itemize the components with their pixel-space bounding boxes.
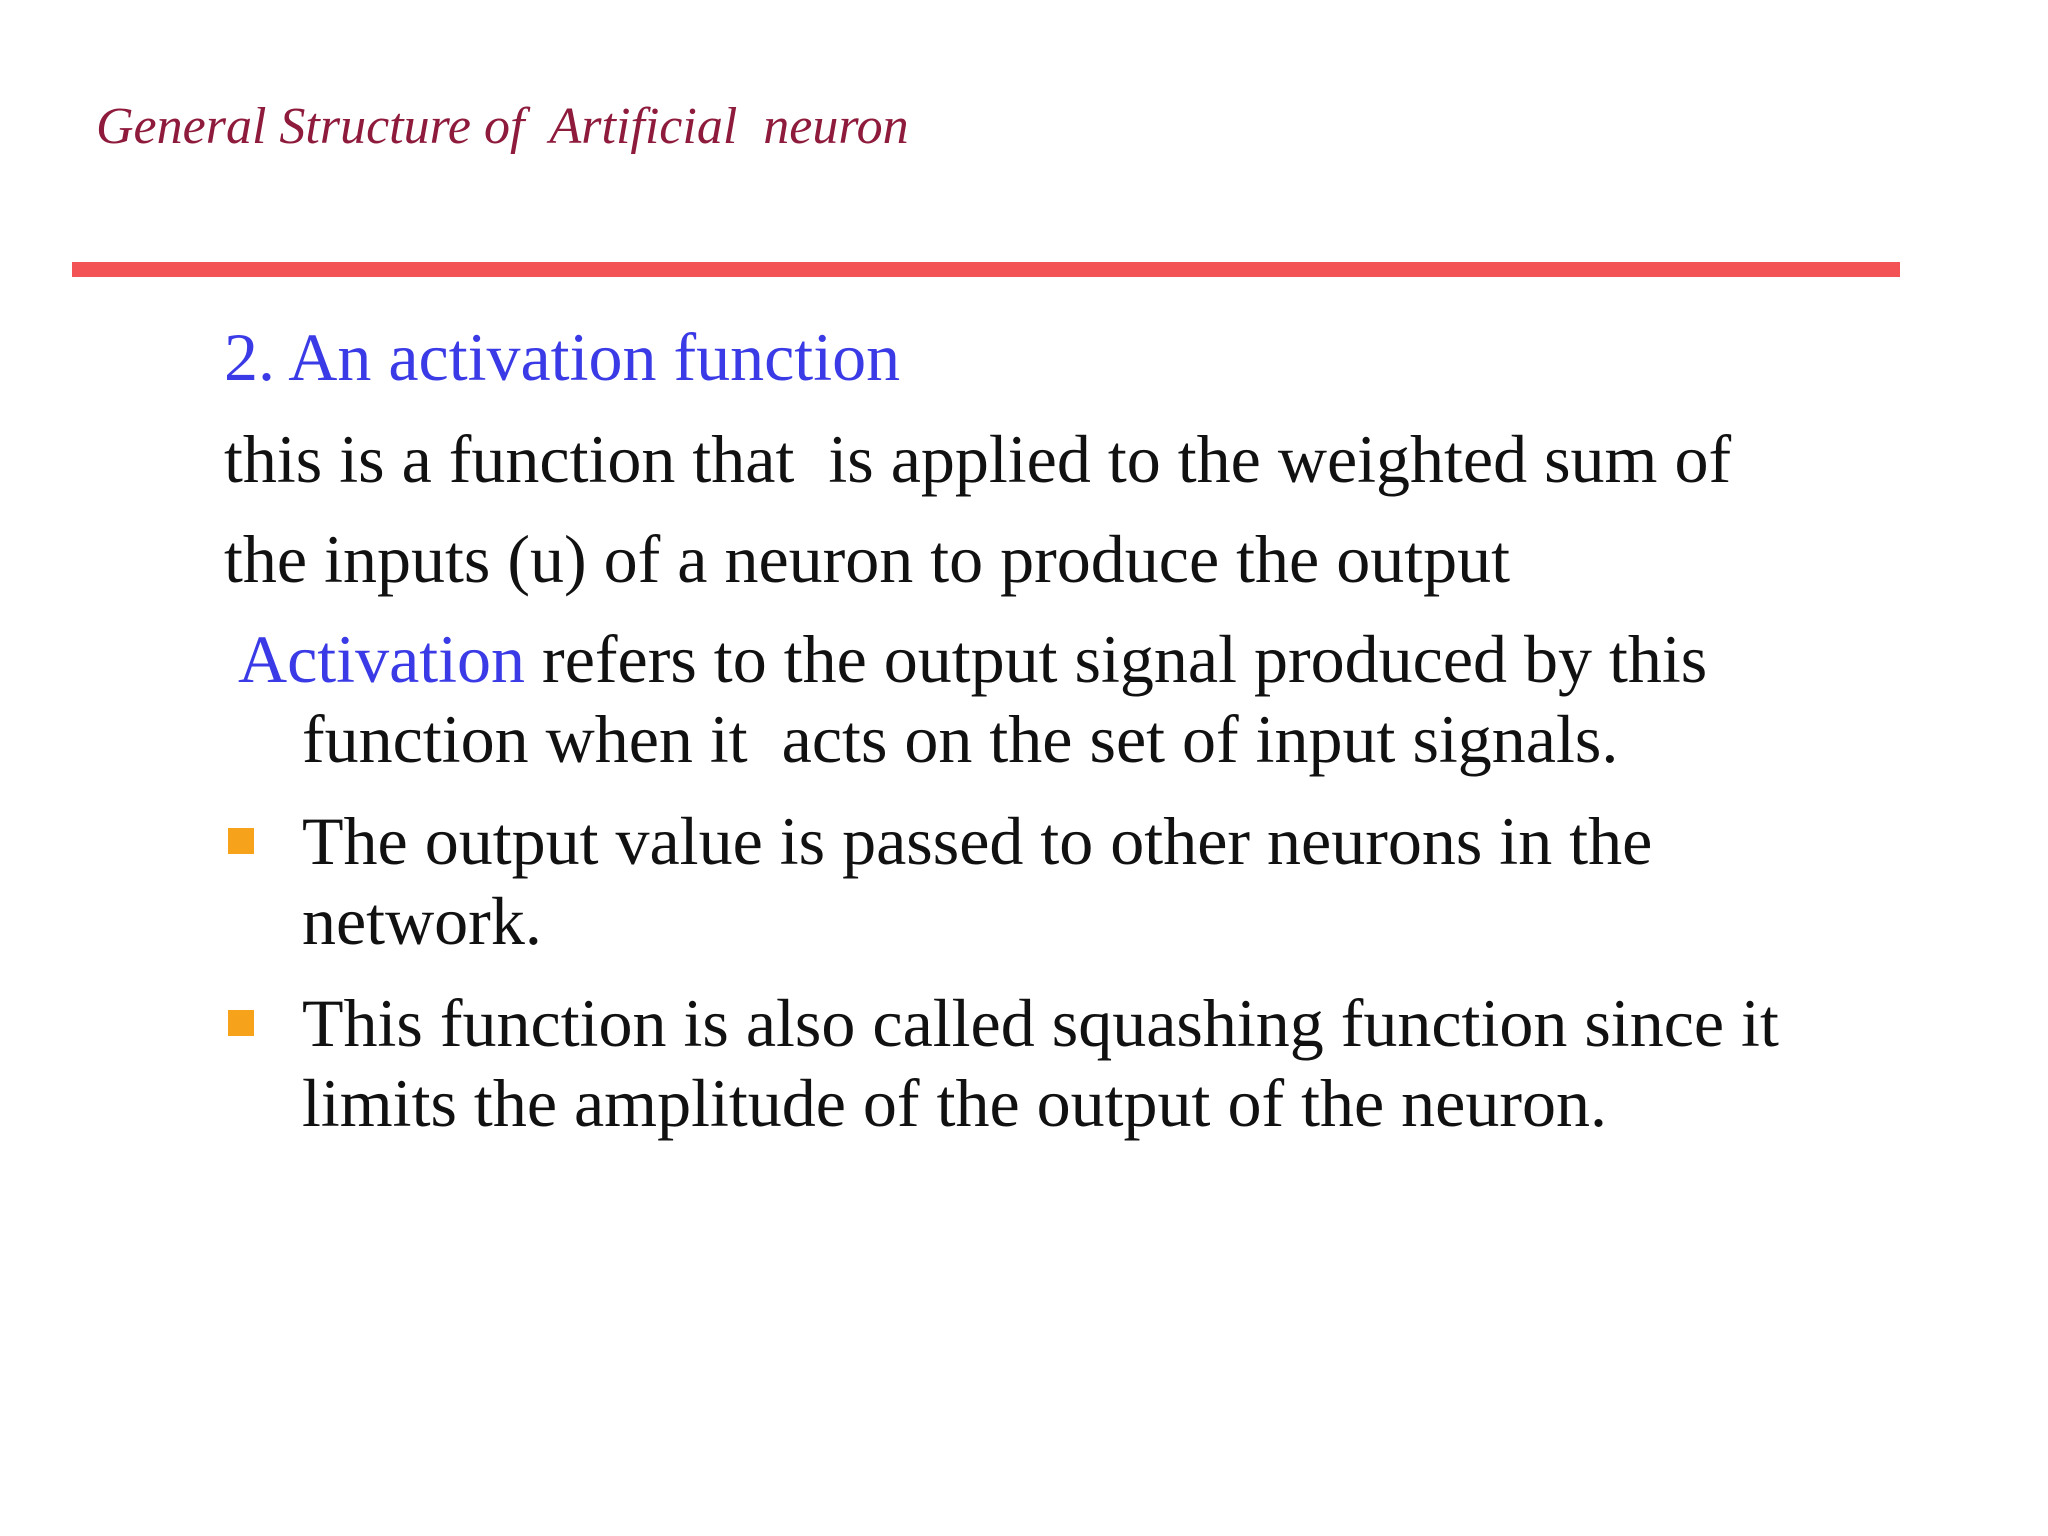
bullet-1-line-1: The output value is passed to other neurons in the [302, 803, 1653, 879]
bullet-2-line-2: limits the amplitude of the output of the neuron. [302, 1065, 1607, 1141]
activation-line-2: function when it acts on the set of input signals. [302, 701, 1619, 777]
bullet-marker-1 [228, 828, 254, 854]
bullet-1-line-2: network. [302, 883, 542, 959]
activation-line-1-rest: refers to the output signal produced by this [525, 621, 1708, 697]
bullet-marker-2 [228, 1010, 254, 1036]
slide-title: General Structure of Artificial neuron [96, 98, 909, 155]
bullet-2-line-1: This function is also called squashing function since it [302, 985, 1779, 1061]
definition-line-1: this is a function that is applied to the weighted sum of [224, 421, 1732, 497]
section-heading: 2. An activation function [224, 319, 901, 395]
activation-term: Activation [238, 621, 526, 697]
definition-line-2: the inputs (u) of a neuron to produce the output [224, 521, 1511, 597]
activation-line-1 [238, 618, 1707, 700]
